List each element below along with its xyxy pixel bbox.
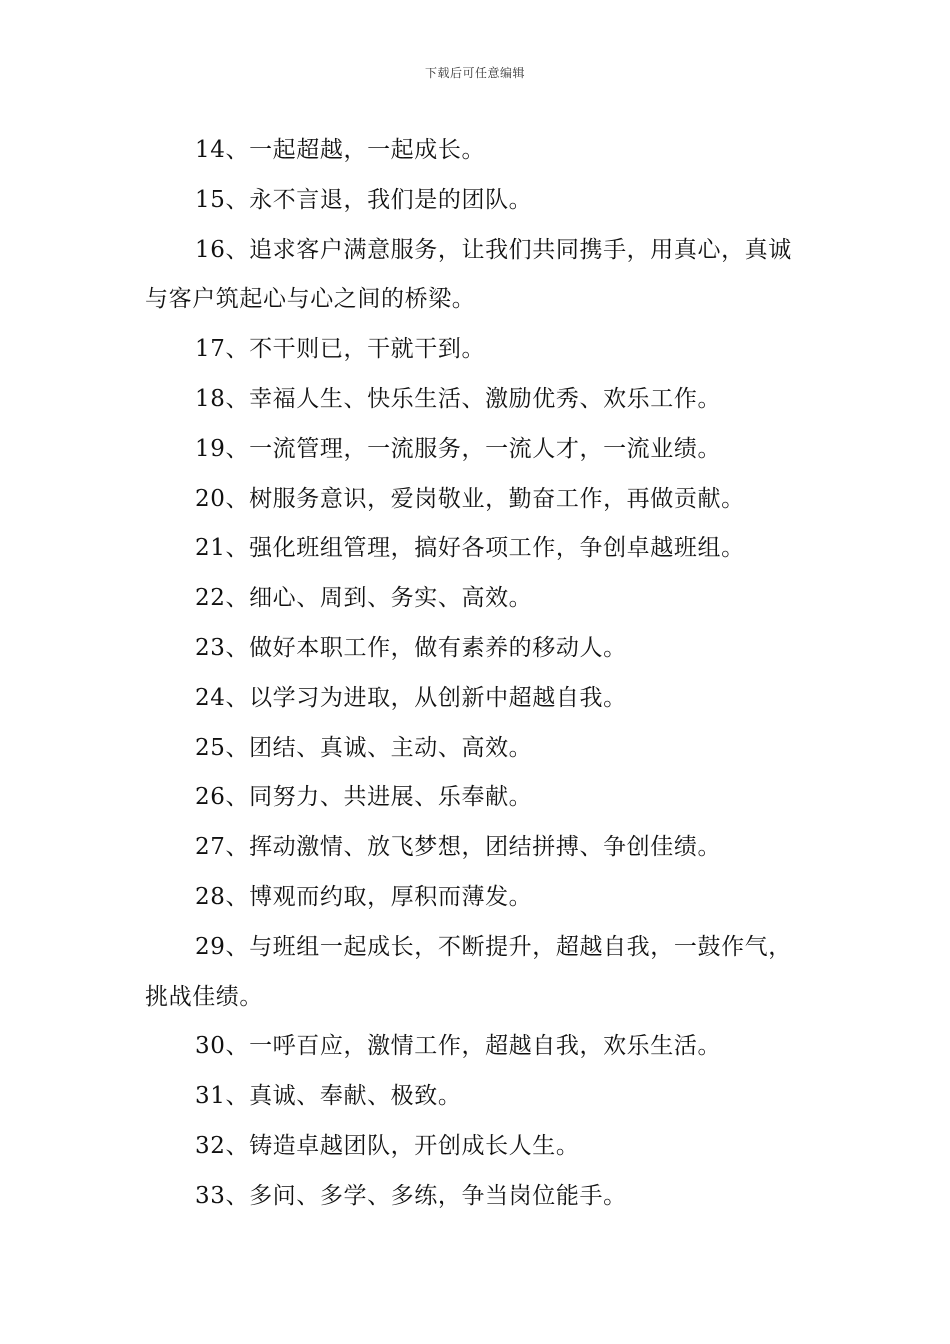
paragraph-22: 22、细心、周到、务实、高效。 <box>195 585 533 612</box>
paragraph-16: 16、追求客户满意服务，让我们共同携手，用真心，真诚与客户筑起心与心之间的桥梁。 <box>145 236 792 313</box>
paragraph-31: 31、真诚、奉献、极致。 <box>195 1083 462 1110</box>
paragraph-29: 29、与班组一起成长，不断提升，超越自我，一鼓作气，挑战佳绩。 <box>145 933 792 1010</box>
paragraph-18: 18、幸福人生、快乐生活、激励优秀、欢乐工作。 <box>195 385 722 412</box>
paragraph-30: 30、一呼百应，激情工作，超越自我，欢乐生活。 <box>195 1033 722 1060</box>
paragraph-26: 26、同努力、共进展、乐奉献。 <box>195 784 533 811</box>
paragraph-24: 24、以学习为进取，从创新中超越自我。 <box>195 684 627 711</box>
paragraph-14: 14、一起超越，一起成长。 <box>195 137 486 163</box>
paragraph-17: 17、不干则已，干就干到。 <box>195 336 486 363</box>
paragraph-32: 32、铸造卓越团队，开创成长人生。 <box>195 1132 580 1159</box>
paragraph-27: 27、挥动激情、放飞梦想，团结拼搏、争创佳绩。 <box>195 834 722 861</box>
paragraph-15: 15、永不言退，我们是的团队。 <box>195 186 533 213</box>
page-header: 下载后可任意编辑 <box>424 66 525 80</box>
paragraph-19: 19、一流管理，一流服务，一流人才，一流业绩。 <box>195 435 722 462</box>
paragraph-21: 21、强化班组管理，搞好各项工作，争创卓越班组。 <box>195 535 745 562</box>
document-body <box>145 126 810 1222</box>
paragraph-28: 28、博观而约取，厚积而薄发。 <box>195 883 533 910</box>
paragraph-25: 25、团结、真诚、主动、高效。 <box>195 734 533 761</box>
paragraph-33: 33、多问、多学、多练，争当岗位能手。 <box>195 1182 627 1209</box>
paragraph-20: 20、树服务意识，爱岗敬业，勤奋工作，再做贡献。 <box>195 485 745 512</box>
paragraph-23: 23、做好本职工作，做有素养的移动人。 <box>195 634 627 661</box>
